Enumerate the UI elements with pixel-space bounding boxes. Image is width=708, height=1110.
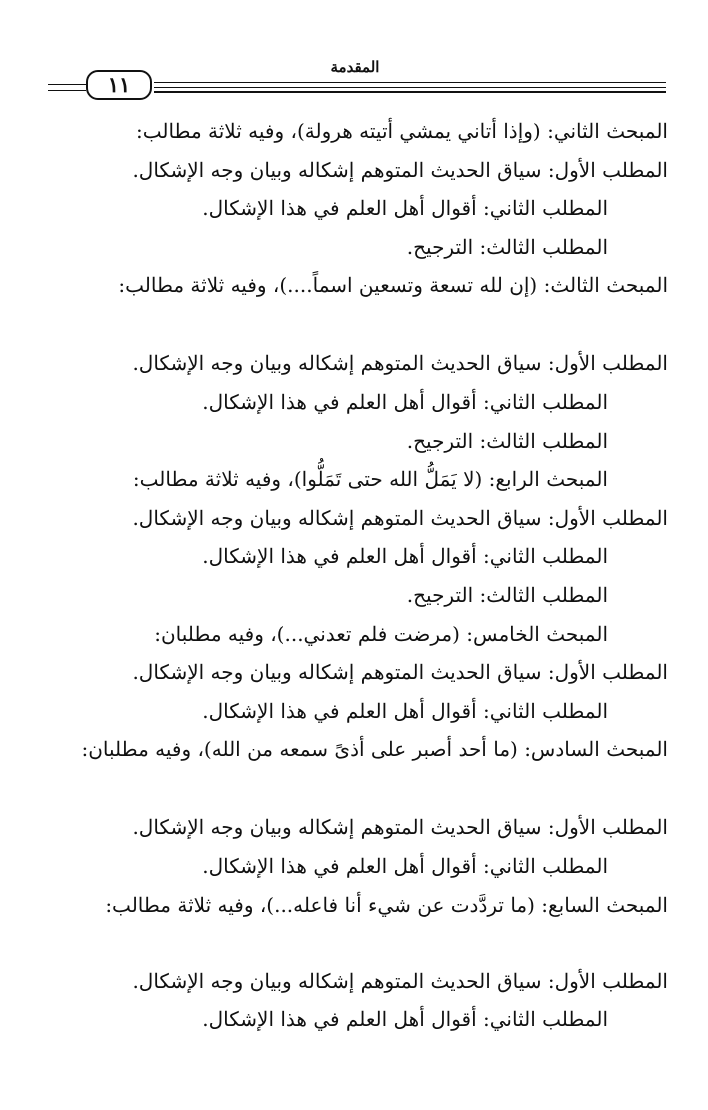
subsection-line: المطلب الثاني: أقوال أهل العلم في هذا الإشكال. xyxy=(202,544,608,569)
header-rule-left xyxy=(48,84,86,94)
subsection-line: المطلب الأول: سياق الحديث المتوهم إشكاله وبيان وجه الإشكال. xyxy=(132,157,668,182)
header-rule-left-line xyxy=(48,90,86,91)
section-heading: المبحث الخامس: (مرضت فلم تعدني...)، وفيه مطلبان: xyxy=(154,621,608,646)
subsection-line: المطلب الأول: سياق الحديث المتوهم إشكاله وبيان وجه الإشكال. xyxy=(132,351,668,376)
subsection-line: المطلب الثاني: أقوال أهل العلم في هذا الإشكال. xyxy=(202,853,608,878)
section-heading: المبحث الرابع: (لا يَمَلُّ الله حتى تَمَلُّوا)، وفيه ثلاثة مطالب: xyxy=(132,467,608,492)
section-heading: المبحث السادس: (ما أحد أصبر على أذىً سمعه من الله)، وفيه مطلبان: xyxy=(81,737,668,762)
subsection-line: المطلب الأول: سياق الحديث المتوهم إشكاله وبيان وجه الإشكال. xyxy=(132,505,668,530)
subsection-line: المطلب الثاني: أقوال أهل العلم في هذا الإشكال. xyxy=(202,196,608,221)
section-heading: المبحث السابع: (ما تردَّدت عن شيء أنا فاعله...)، وفيه ثلاثة مطالب: xyxy=(105,892,668,917)
subsection-line: المطلب الثاني: أقوال أهل العلم في هذا الإشكال. xyxy=(202,698,608,723)
section-heading: المبحث الثالث: (إن لله تسعة وتسعين اسماً....)، وفيه ثلاثة مطالب: xyxy=(118,273,668,298)
header-rule-line xyxy=(154,82,666,83)
subsection-line: المطلب الثاني: أقوال أهل العلم في هذا الإشكال. xyxy=(202,1007,608,1032)
subsection-line: المطلب الثالث: الترجيح. xyxy=(406,582,608,607)
header-rule-line-thick xyxy=(154,91,666,93)
header-rule-right xyxy=(154,80,666,94)
subsection-line: المطلب الأول: سياق الحديث المتوهم إشكاله وبيان وجه الإشكال. xyxy=(132,815,668,840)
table-of-contents xyxy=(40,112,668,1039)
running-title: المقدمة xyxy=(330,58,380,76)
subsection-line: المطلب الثالث: الترجيح. xyxy=(406,234,608,259)
page-header xyxy=(0,0,708,110)
subsection-line: المطلب الأول: سياق الحديث المتوهم إشكاله وبيان وجه الإشكال. xyxy=(132,968,668,993)
header-rule-line xyxy=(154,87,666,88)
page-number: ١١ xyxy=(86,70,152,100)
subsection-line: المطلب الأول: سياق الحديث المتوهم إشكاله وبيان وجه الإشكال. xyxy=(132,660,668,685)
subsection-line: المطلب الثاني: أقوال أهل العلم في هذا الإشكال. xyxy=(202,389,608,414)
subsection-line: المطلب الثالث: الترجيح. xyxy=(406,428,608,453)
header-rule-left-line xyxy=(48,84,86,85)
section-heading: المبحث الثاني: (وإذا أتاني يمشي أتيته هرولة)، وفيه ثلاثة مطالب: xyxy=(135,119,668,143)
